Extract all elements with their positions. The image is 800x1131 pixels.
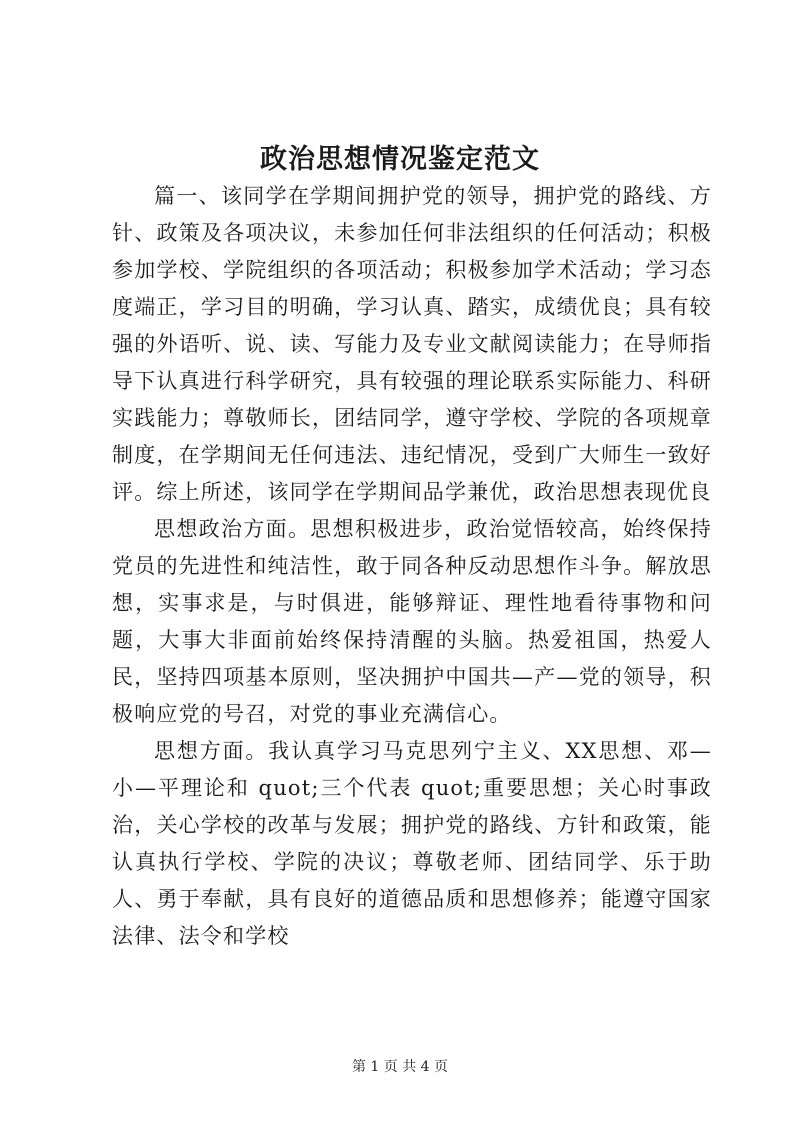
document-body	[112, 178, 712, 955]
paragraph-3: 思想方面。我认真学习马克思列宁主义、XX思想、邓—小—平理论和 quot;三个代表 quot;重要思想；关心时事政治，关心学校的改革与发展；拥护党的路线、方针和政策，能认真执行学校、学院的决议；尊敬老师、团结同学、乐于助人、勇于奉献，具有良好的道德品质和思想修养；能遵守国家法律、法令和学校	[112, 739, 712, 948]
paragraph-2: 思想政治方面。思想积极进步，政治觉悟较高，始终保持党员的先进性和纯洁性，敢于同各种反动思想作斗争。解放思想，实事求是，与时俱进，能够辩证、理性地看待事物和问题，大事大非面前始终保持清醒的头脑。热爱祖国，热爱人民，坚持四项基本原则，坚决拥护中国共—产—党的领导，积极响应党的号召，对党的事业充满信心。	[112, 517, 712, 726]
page-footer: 第 1 页 共 4 页	[351, 1059, 449, 1075]
document-title: 政治思想情况鉴定范文	[260, 144, 540, 175]
paragraph-1: 篇一、该同学在学期间拥护党的领导，拥护党的路线、方针、政策及各项决议，未参加任何非法组织的任何活动；积极参加学校、学院组织的各项活动；积极参加学术活动；学习态度端正，学习目的明确，学习认真、踏实，成绩优良；具有较强的外语听、说、读、写能力及专业文献阅读能力；在导师指导下认真进行科学研究，具有较强的理论联系实际能力、科研实践能力；尊敬师长，团结同学，遵守学校、学院的各项规章制度，在学期间无任何违法、违纪情况，受到广大师生一致好评。综上所述，该同学在学期间品学兼优，政治思想表现优良	[112, 184, 712, 504]
